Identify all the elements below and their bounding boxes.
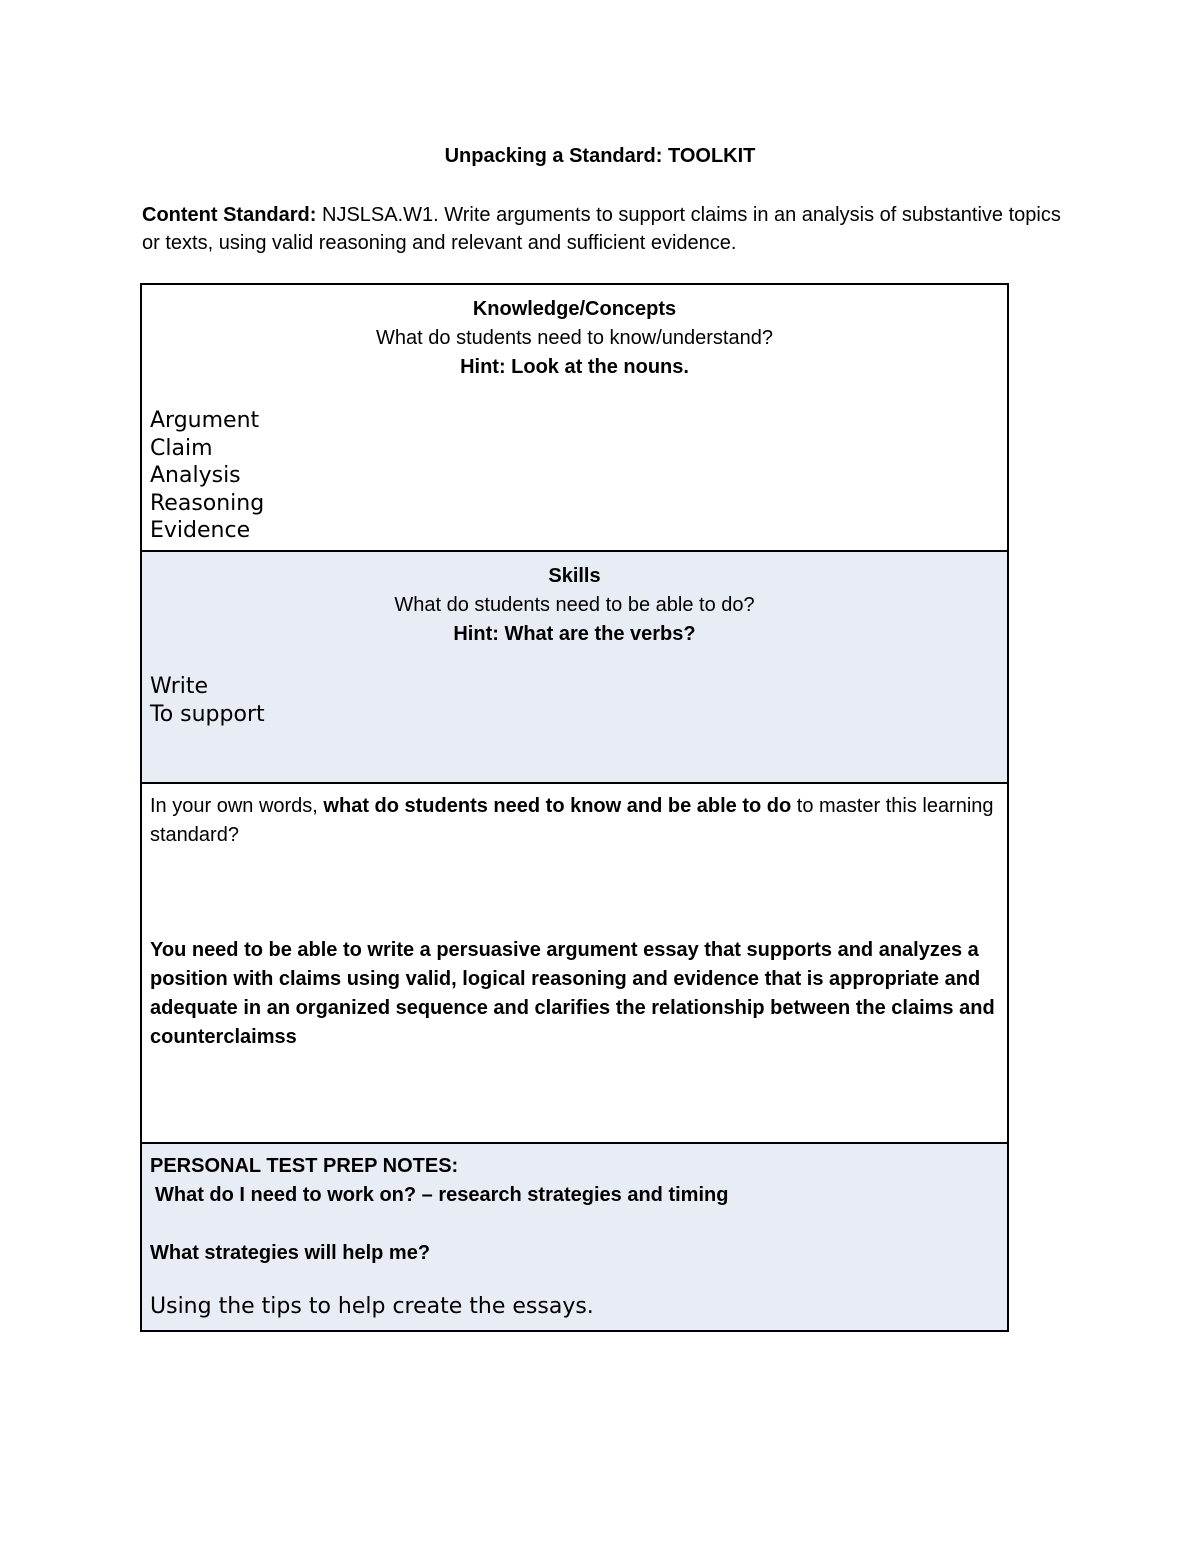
skills-question: What do students need to be able to do? bbox=[394, 594, 755, 616]
test-prep-notes-section bbox=[142, 1144, 1007, 1330]
own-words-prefix: In your own words, bbox=[150, 795, 324, 817]
knowledge-section bbox=[142, 285, 1007, 552]
skills-section bbox=[142, 552, 1007, 784]
skills-item: Write bbox=[150, 674, 209, 699]
content-standard-text: NJSLSA.W1. Write arguments to support claims in an analysis of substantive topics or texts, using valid reasoning and relevant and sufficient evidence. bbox=[142, 204, 1061, 254]
knowledge-item: Reasoning bbox=[150, 490, 265, 516]
skills-heading: Skills bbox=[548, 565, 601, 587]
knowledge-item: Argument bbox=[150, 408, 260, 433]
own-words-answer: You need to be able to write a persuasive argument essay that supports and analyzes a position with claims using valid, logical reasoning and evidence that is appropriate and adequate in an organized sequence and clarifies the relationship between the claims and counterclaimss bbox=[150, 939, 995, 1048]
own-words-suffix: to master this learning standard? bbox=[150, 795, 994, 846]
content-standard bbox=[142, 201, 1062, 257]
own-words-section bbox=[142, 784, 1007, 1144]
knowledge-list bbox=[150, 407, 264, 545]
notes-work-on: What do I need to work on? – research strategies and timing bbox=[155, 1184, 729, 1206]
own-words-question bbox=[150, 792, 1000, 850]
notes-strategies-question: What strategies will help me? bbox=[150, 1242, 431, 1264]
knowledge-heading: Knowledge/Concepts bbox=[472, 298, 677, 320]
notes-heading: PERSONAL TEST PREP NOTES: bbox=[150, 1155, 459, 1177]
knowledge-item: Analysis bbox=[150, 463, 241, 488]
knowledge-item: Evidence bbox=[150, 518, 251, 543]
page-title: Unpacking a Standard: TOOLKIT bbox=[444, 145, 756, 167]
own-words-bold: what do students need to know and be able to do bbox=[323, 795, 792, 817]
content-standard-label: Content Standard: bbox=[142, 204, 317, 226]
knowledge-hint: Hint: Look at the nouns. bbox=[460, 356, 689, 378]
notes-strategies-answer: Using the tips to help create the essays. bbox=[150, 1294, 594, 1319]
skills-hint: Hint: What are the verbs? bbox=[453, 623, 696, 645]
skills-item: To support bbox=[150, 701, 265, 727]
toolkit-table bbox=[140, 283, 1009, 1332]
skills-header bbox=[142, 562, 1007, 649]
knowledge-item: Claim bbox=[150, 435, 213, 461]
skills-list bbox=[150, 673, 265, 728]
knowledge-question: What do students need to know/understand? bbox=[376, 327, 773, 349]
knowledge-header bbox=[142, 295, 1007, 382]
